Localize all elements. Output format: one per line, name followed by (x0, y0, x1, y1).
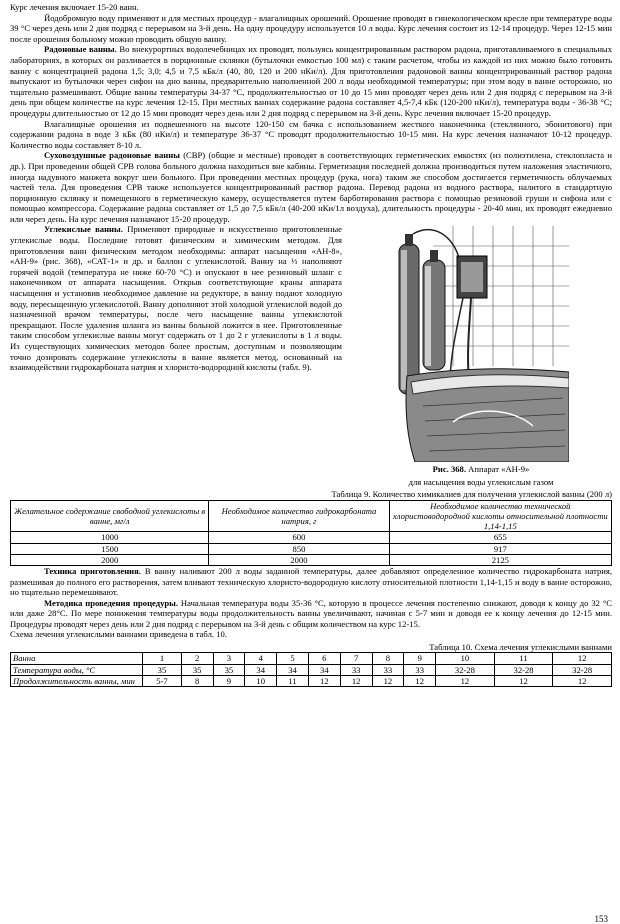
table-cell: 1500 (11, 543, 209, 554)
table-cell: 1 (143, 653, 182, 664)
table-cell: 12 (494, 675, 553, 686)
table-cell: 12 (340, 675, 372, 686)
table-cell: 33 (404, 664, 436, 675)
figure-label: Рис. 368. (432, 464, 467, 475)
table-cell: Продолжительность ванны, мин (11, 675, 143, 686)
table-cell: 8 (181, 675, 213, 686)
table-cell: 34 (245, 664, 277, 675)
table-cell: 12 (404, 675, 436, 686)
table9 (10, 500, 612, 566)
carbonic-section (10, 224, 612, 487)
table-cell: 9 (404, 653, 436, 664)
table-cell: 12 (372, 675, 404, 686)
table-cell: 32-28 (494, 664, 553, 675)
table-cell: 33 (340, 664, 372, 675)
figure-title: Аппарат «АН-9» (466, 464, 530, 475)
heading-radon-baths: Радоновые ванны. (44, 44, 117, 55)
table-cell: 917 (389, 543, 611, 554)
paragraph-procedure-text: Начальная температура воды 35-36 °С, которую в процессе лечения постепенно снижают, доводя к концу до 32 °С или даже 28°С. По мере понижения температуры воды продолжительность ванны увеличивают, начиная с 5-7 мин и доводя ее к концу лечения до 12-15 мин. Процедуры проводят через день или 2 дня подряд с перерывом на 3-й день с общим количеством на курс 12-15. (10, 597, 613, 629)
table-cell: 33 (372, 664, 404, 675)
table-cell: 35 (143, 664, 182, 675)
table-cell: 2125 (389, 554, 611, 565)
heading-dry-air-radon: Суховоздушные радоновые ванны (44, 150, 180, 161)
paragraph-radon-text: Во внекурортных водолечебницах их проводят, пользуясь концентрированным раствором радона, приготавливаемого в специальных лабораториях, в которых он разливается в порционные склянки (бутылочки емкостью 100 мл) с таким расчетом, чтобы из каждой из них можно было готовить ванну с концентрацией радона 1,5; 3,0; 4,5 и 7,5 кБк/л (40, 80, 120 и 200 нКи/л). Для приготовления радоновой ванны концентрированный раствор радона выпускают из бутылочки через сифон на дно ванны, предварительно наполненной 200 л воды необходимой температуры; при этом воду в ванне осторожно, но тщательно размешивают. Общие ванны температуры 34-37 °С, продолжительностью от 10 до 15 мин проводят через день или 2 дня подряд с перерывом на 3-й день при общем количестве на курс лечения 12-15. При местных ваннах содержание радона составляет 4,5-7,4 кБк (120-200 нКи/л), температура воды - 36-38 °С; процедуры длительностью от 12 до 15 мин проводят через день или 2 дня подряд с перерывом на 3-й день. Курс лечения включает 15-20 процедур. (10, 44, 612, 118)
heading-procedure-method: Методика проведения процедуры. (44, 597, 179, 608)
table-cell: 11 (494, 653, 553, 664)
table-cell: 655 (389, 532, 611, 543)
table-cell: 4 (245, 653, 277, 664)
table-cell: 12 (308, 675, 340, 686)
paragraph-iodobromine: Йодобромную воду применяют и для местных процедур - влагалищных орошений. Орошение проводят в гинекологическом кресле при температуре воды 39 °С через день или 2 дня подряд с перерывом на 3-й день. На одну процедуру используется 10 л воды. Курс лечения состоит из 12-14 процедур. Через 12-15 мин после орошения больному можно проводить общую ванну. (10, 12, 612, 44)
table-cell: 12 (436, 675, 495, 686)
table-row (11, 664, 612, 675)
table9-header-co2: Желательное содержание свободной углекислоты в ванне, мг/л (11, 500, 209, 532)
table-cell: 32-28 (436, 664, 495, 675)
heading-carbonic-baths: Углекислые ванны. (44, 224, 123, 235)
table-cell: 32-28 (553, 664, 612, 675)
table-cell: 1000 (11, 532, 209, 543)
table-cell: 35 (181, 664, 213, 675)
table-cell: 850 (209, 543, 389, 554)
table10 (10, 652, 612, 687)
table-row (11, 675, 612, 686)
table-cell: 34 (277, 664, 309, 675)
paragraph-dry-air-radon (10, 150, 612, 224)
table-cell: 600 (209, 532, 389, 543)
paragraph-course: Курс лечения включает 15-20 ванн. (10, 2, 139, 12)
table-row (11, 532, 612, 543)
table-cell: 12 (553, 675, 612, 686)
figure-column (350, 224, 612, 487)
table9-caption: Таблица 9. Количество химикалиев для получения углекислой ванны (200 л) (331, 489, 612, 500)
table-row (11, 653, 612, 664)
an9-apparatus-illustration (393, 226, 569, 462)
page-content (10, 2, 612, 687)
heading-technique: Техника приготовления. (44, 565, 141, 576)
table-cell: 2000 (209, 554, 389, 565)
paragraph-carbonic-baths (10, 224, 342, 372)
table9-header-acid: Необходимое количество технической хлористоводородной кислоты относительной плотности 1,14-1,15 (389, 500, 611, 532)
table-cell: 7 (340, 653, 372, 664)
table-cell: 34 (308, 664, 340, 675)
table-cell: Температура воды, °С (11, 664, 143, 675)
paragraph-radon-baths (10, 44, 612, 118)
table-cell: 6 (308, 653, 340, 664)
table10-caption: Таблица 10. Схема лечения углекислыми ваннами (429, 642, 612, 653)
paragraph-carbonic-text: Применяют природные и искусственно приготовленные углекислые воды. Последние готовят физическим и химическим методом. Для приготовления ванн физическим методом необходимы: аппарат насыщения «АН-8», «АН-9» (рис. 368), «САТ-1» и др. и баллон с углекислотой. Ванну на ⅓ наполняют горячей водой (температура не ниже 60-70 °С) и опускают в нее резиновый шланг с наконечником от аппарата насыщения. Открыв соответствующие краны аппарата насыщения и установив необходимое давление на редукторе, в ванну подают холодную воду, пересыщенную углекислотой. Ванну дополняют этой холодной углекислой водой до назначенной врачом температуры, после чего насыщение ванны углекислотой прекращают. После удаления шланга из ванны больной ложится в нее. Приготовленные таким способом углекислые ванны могут содержать от 1 до 2 г углекислоты в 1 л воды. Из существующих химических методов более простым, доступным и позволяющим точно дозировать содержание углекислоты в ванне является метод, основанный на взаимодействии гидрокарбоната натрия и хлористо-водородной кислоты (табл. 9). (10, 224, 342, 373)
paragraph-vaginal-irrigation: Влагалищные орошения из подвешенного на высоте 120-150 см бачка с использованием жесткого наконечника (стеклянного, эбонитового) при содержании радона в воде 3 кБк (80 нКи/л) и температуре 36-37 °С проводят продолжительностью 10-15 мин. На курс лечения назначают 10-12 процедур. Количество воды составляет 8-10 л. (10, 118, 612, 150)
table-cell: 11 (277, 675, 309, 686)
table-cell: 10 (436, 653, 495, 664)
table-cell: 12 (553, 653, 612, 664)
table-row (11, 543, 612, 554)
figure-caption (433, 464, 530, 474)
table-cell: 9 (213, 675, 245, 686)
table-cell: Ванна (11, 653, 143, 664)
table-cell: 3 (213, 653, 245, 664)
table-cell: 8 (372, 653, 404, 664)
carbonic-text-column (10, 224, 342, 487)
paragraph-technique (10, 566, 612, 598)
paragraph-schema-ref: Схема лечения углекислыми ваннами приведена в табл. 10. (10, 629, 227, 640)
table-cell: 2000 (11, 554, 209, 565)
paragraph-dry-air-text: (СВР) (общие и местные) проводят в соответствующих герметических емкостях (из полиэтилена, стеклопласта и др.). При проведении общей СРВ голова больного должна находиться вне кабины. Герметизация последней должна производиться путем наложения эластичного, иногда надувного манжета вокруг шеи больного. При проведении местных процедур (рука, нога) таким же способом достигается герметичность облучаемых частей тела. Для проведения СРВ также используется концентрированный раствор радона. Перевод радона из водного раствора, налитого в стандартную порционную склянку и помещенного в герметическую камеру, осуществляется путем барботирования раствора с помощью резиновой груши и сифона или с помощью компрессора. Содержание радона составляет от 1,5 до 7,5 кБк/л (40-200 нКи/1л воздуха), длительность процедуры - 20-40 мин, их проводят ежедневно или через день. На курс лечения назначают 15-20 процедур. (10, 150, 612, 224)
paragraph-technique-text: В ванну наливают 200 л воды заданной температуры, далее добавляют определенное количество гидрокарбоната натрия, размешивая до полного его растворения, затем вливают техническую хлористо-водородную кислоту относительной плотности 1,14-1,15 и воду в ванне осторожно, но тщательно перемешивают. (10, 565, 612, 598)
table9-header-row (11, 500, 612, 532)
table-cell: 10 (245, 675, 277, 686)
table-cell: 2 (181, 653, 213, 664)
table-row (11, 554, 612, 565)
page-number: 153 (594, 914, 608, 924)
figure-caption-line2: для насыщения воды углекислым газом (408, 476, 554, 487)
table-cell: 35 (213, 664, 245, 675)
table-cell: 5 (277, 653, 309, 664)
table-cell: 5-7 (143, 675, 182, 686)
paragraph-procedure-method (10, 598, 612, 630)
table9-header-bicarbonate: Необходимое количество гидрокарбоната натрия, г (209, 500, 389, 532)
